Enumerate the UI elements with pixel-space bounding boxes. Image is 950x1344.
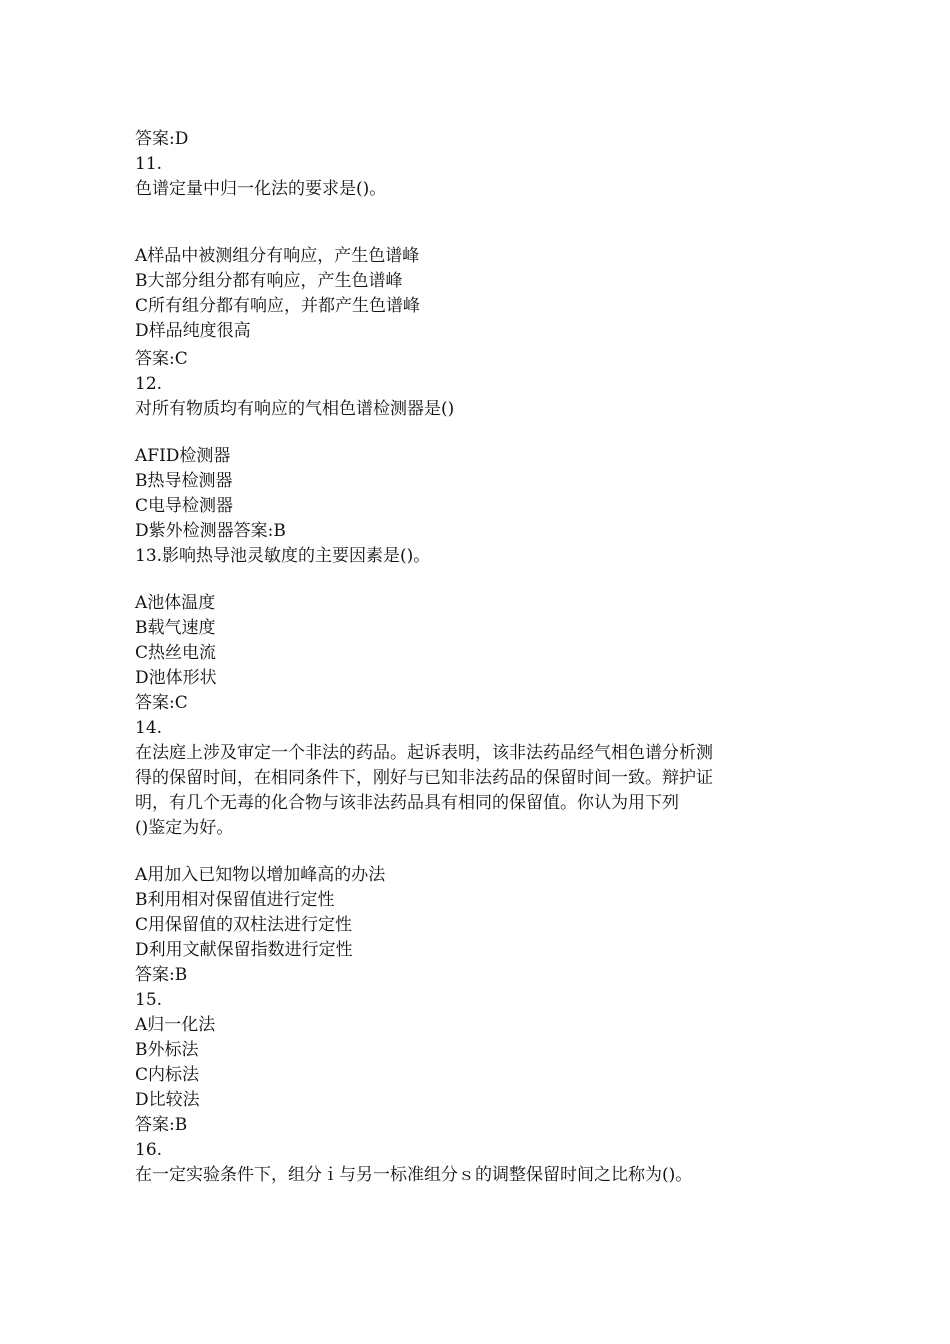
option-a: A归一化法 xyxy=(135,1015,216,1035)
answer-line: 答案:B xyxy=(135,965,188,985)
question-stem-line-1: 在法庭上涉及审定一个非法的药品。起诉表明，该非法药品经气相色谱分析测 xyxy=(135,743,713,763)
option-d: D池体形状 xyxy=(135,668,217,688)
option-b: B大部分组分都有响应，产生色谱峰 xyxy=(135,271,403,291)
document-body xyxy=(135,127,815,1188)
question-number: 14. xyxy=(135,718,163,738)
question-stem: 色谱定量中归一化法的要求是()。 xyxy=(135,179,387,199)
option-c: C所有组分都有响应，并都产生色谱峰 xyxy=(135,296,421,316)
question-stem: 13.影响热导池灵敏度的主要因素是()。 xyxy=(135,546,431,566)
option-a: A样品中被测组分有响应，产生色谱峰 xyxy=(135,246,420,266)
question-number: 16. xyxy=(135,1140,163,1160)
option-a: A用加入已知物以增加峰高的办法 xyxy=(135,865,386,885)
question-stem-line-3: 明，有几个无毒的化合物与该非法药品具有相同的保留值。你认为用下列 xyxy=(135,793,679,813)
option-c: C电导检测器 xyxy=(135,496,234,516)
option-b: B热导检测器 xyxy=(135,471,233,491)
option-d: D样品纯度很高 xyxy=(135,321,251,341)
option-b: B利用相对保留值进行定性 xyxy=(135,890,335,910)
answer-line: 答案:C xyxy=(135,349,188,369)
question-number: 15. xyxy=(135,990,163,1010)
option-c: C用保留值的双柱法进行定性 xyxy=(135,915,353,935)
option-b: B载气速度 xyxy=(135,618,216,638)
question-stem: 对所有物质均有响应的气相色谱检测器是() xyxy=(135,399,455,419)
answer-line: 答案:B xyxy=(135,1115,188,1135)
answer-line: 答案:D xyxy=(135,129,189,149)
option-c: C内标法 xyxy=(135,1065,200,1085)
option-d: D利用文献保留指数进行定性 xyxy=(135,940,353,960)
question-number: 11. xyxy=(135,154,163,174)
question-stem-line-2: 得的保留时间，在相同条件下，刚好与已知非法药品的保留时间一致。辩护证 xyxy=(135,768,713,788)
question-number: 12. xyxy=(135,374,163,394)
answer-line: 答案:C xyxy=(135,693,188,713)
option-d-with-answer: D紫外检测器答案:B xyxy=(135,521,286,541)
question-stem: 在一定实验条件下，组分ｉ与另一标准组分ｓ的调整保留时间之比称为()。 xyxy=(135,1165,693,1185)
option-a: AFID检测器 xyxy=(135,446,231,466)
option-b: B外标法 xyxy=(135,1040,199,1060)
option-c: C热丝电流 xyxy=(135,643,217,663)
question-stem-line-4: ()鉴定为好。 xyxy=(135,818,234,838)
option-a: A池体温度 xyxy=(135,593,216,613)
option-d: D比较法 xyxy=(135,1090,200,1110)
